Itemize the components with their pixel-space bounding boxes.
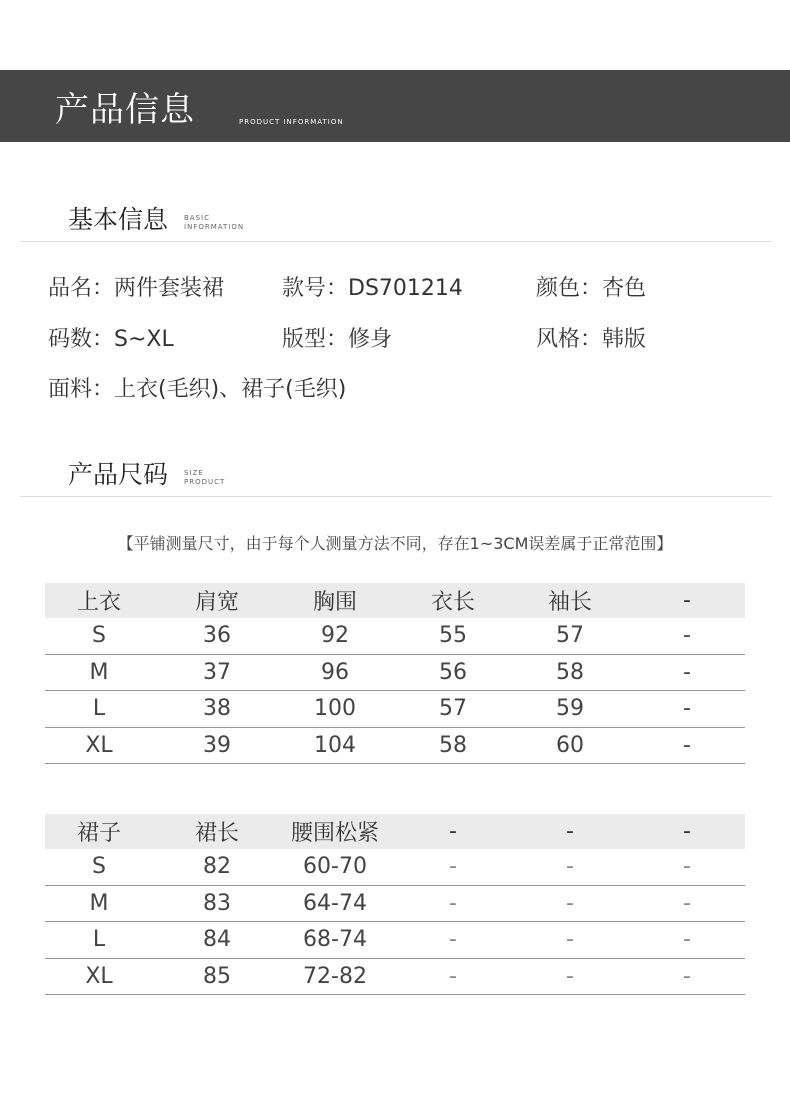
table-cell: M bbox=[89, 659, 109, 685]
table-cell: - bbox=[683, 623, 691, 649]
info-row-2 bbox=[0, 325, 790, 355]
table-cell: 58 bbox=[556, 659, 584, 685]
table-header-row bbox=[45, 814, 745, 849]
table-cell: 104 bbox=[314, 732, 356, 758]
size-section-subtitle-line2: PRODUCT bbox=[184, 478, 226, 486]
table-row bbox=[45, 728, 745, 765]
table-cell: - bbox=[449, 927, 457, 953]
skirt-size-table bbox=[45, 814, 745, 995]
size-section-subtitle-line1: SIZE bbox=[184, 469, 204, 477]
table-cell: S bbox=[92, 854, 106, 880]
table-cell: L bbox=[92, 696, 106, 722]
table-cell: 36 bbox=[203, 623, 231, 649]
table-row bbox=[45, 849, 745, 886]
basic-info-subtitle-line1: BASIC bbox=[184, 214, 210, 222]
size-section-title: 产品尺码 bbox=[68, 460, 169, 489]
table-cell: - bbox=[683, 963, 691, 989]
table-cell: - bbox=[683, 732, 691, 758]
product-fit: 版型：修身 bbox=[282, 327, 393, 352]
table-row bbox=[45, 922, 745, 959]
table-cell: 83 bbox=[203, 890, 231, 916]
table-cell: - bbox=[683, 927, 691, 953]
table-header-cell: 上衣 bbox=[76, 590, 121, 615]
table-header-cell: - bbox=[449, 819, 457, 844]
table-row bbox=[45, 618, 745, 655]
basic-info-subtitle bbox=[184, 214, 244, 232]
table-cell: S bbox=[92, 623, 106, 649]
table-row bbox=[45, 959, 745, 996]
table-header-cell: 衣长 bbox=[430, 590, 475, 615]
basic-info-subtitle-line2: INFORMATION bbox=[184, 223, 245, 231]
table-cell: - bbox=[449, 854, 457, 880]
table-cell: - bbox=[683, 696, 691, 722]
table-cell: 84 bbox=[203, 927, 231, 953]
table-cell: - bbox=[566, 927, 574, 953]
table-row bbox=[45, 691, 745, 728]
product-model: 款号：DS701214 bbox=[282, 276, 463, 301]
product-fabric: 面料：上衣(毛织)、裙子(毛织) bbox=[48, 377, 347, 402]
table-cell: 38 bbox=[203, 696, 231, 722]
table-cell: 59 bbox=[556, 696, 584, 722]
table-header-cell: 裙长 bbox=[194, 821, 239, 846]
product-color: 颜色：杏色 bbox=[536, 276, 647, 301]
table-cell: 55 bbox=[439, 623, 467, 649]
table-cell: - bbox=[566, 963, 574, 989]
table-cell: 96 bbox=[321, 659, 349, 685]
banner-subtitle: PRODUCT INFORMATION bbox=[239, 118, 344, 126]
table-cell: - bbox=[566, 890, 574, 916]
table-row bbox=[45, 655, 745, 692]
table-cell: - bbox=[449, 890, 457, 916]
table-cell: M bbox=[89, 890, 109, 916]
table-cell: 82 bbox=[203, 854, 231, 880]
table-cell: XL bbox=[85, 732, 113, 758]
table-cell: - bbox=[683, 854, 691, 880]
info-row-3 bbox=[0, 375, 790, 405]
table-cell: - bbox=[683, 659, 691, 685]
table-cell: 92 bbox=[321, 623, 349, 649]
product-name: 品名：两件套装裙 bbox=[48, 276, 225, 301]
table-header-row bbox=[45, 583, 745, 618]
table-header-cell: 腰围松紧 bbox=[290, 821, 379, 846]
basic-info-header bbox=[20, 202, 772, 242]
table-cell: 100 bbox=[314, 696, 356, 722]
table-header-cell: 肩宽 bbox=[194, 590, 239, 615]
table-header-cell: - bbox=[683, 819, 691, 844]
table-cell: - bbox=[566, 854, 574, 880]
basic-info-title: 基本信息 bbox=[68, 205, 169, 234]
table-cell: - bbox=[683, 890, 691, 916]
table-cell: 64-74 bbox=[303, 890, 367, 916]
table-row bbox=[45, 886, 745, 923]
table-cell: - bbox=[449, 963, 457, 989]
product-size-range: 码数：S~XL bbox=[48, 327, 174, 352]
table-header-cell: 裙子 bbox=[76, 821, 121, 846]
table-cell: 39 bbox=[203, 732, 231, 758]
table-header-cell: - bbox=[683, 588, 691, 613]
table-cell: 68-74 bbox=[303, 927, 367, 953]
table-cell: 57 bbox=[439, 696, 467, 722]
table-cell: 85 bbox=[203, 963, 231, 989]
table-cell: L bbox=[92, 927, 106, 953]
table-header-cell: - bbox=[566, 819, 574, 844]
top-size-table bbox=[45, 583, 745, 764]
measurement-note: 【平铺测量尺寸，由于每个人测量方法不同，存在1~3CM误差属于正常范围】 bbox=[117, 534, 673, 553]
info-row-1 bbox=[0, 274, 790, 304]
product-info-banner bbox=[0, 70, 790, 142]
size-section-header bbox=[20, 457, 772, 497]
banner-title: 产品信息 bbox=[55, 90, 195, 130]
table-cell: 60-70 bbox=[303, 854, 367, 880]
table-cell: 37 bbox=[203, 659, 231, 685]
table-cell: 56 bbox=[439, 659, 467, 685]
table-header-cell: 胸围 bbox=[312, 590, 357, 615]
table-header-cell: 袖长 bbox=[547, 590, 592, 615]
table-cell: XL bbox=[85, 963, 113, 989]
table-cell: 58 bbox=[439, 732, 467, 758]
size-section-subtitle bbox=[184, 469, 225, 487]
product-style: 风格：韩版 bbox=[536, 327, 647, 352]
table-cell: 57 bbox=[556, 623, 584, 649]
table-cell: 60 bbox=[556, 732, 584, 758]
table-cell: 72-82 bbox=[303, 963, 367, 989]
